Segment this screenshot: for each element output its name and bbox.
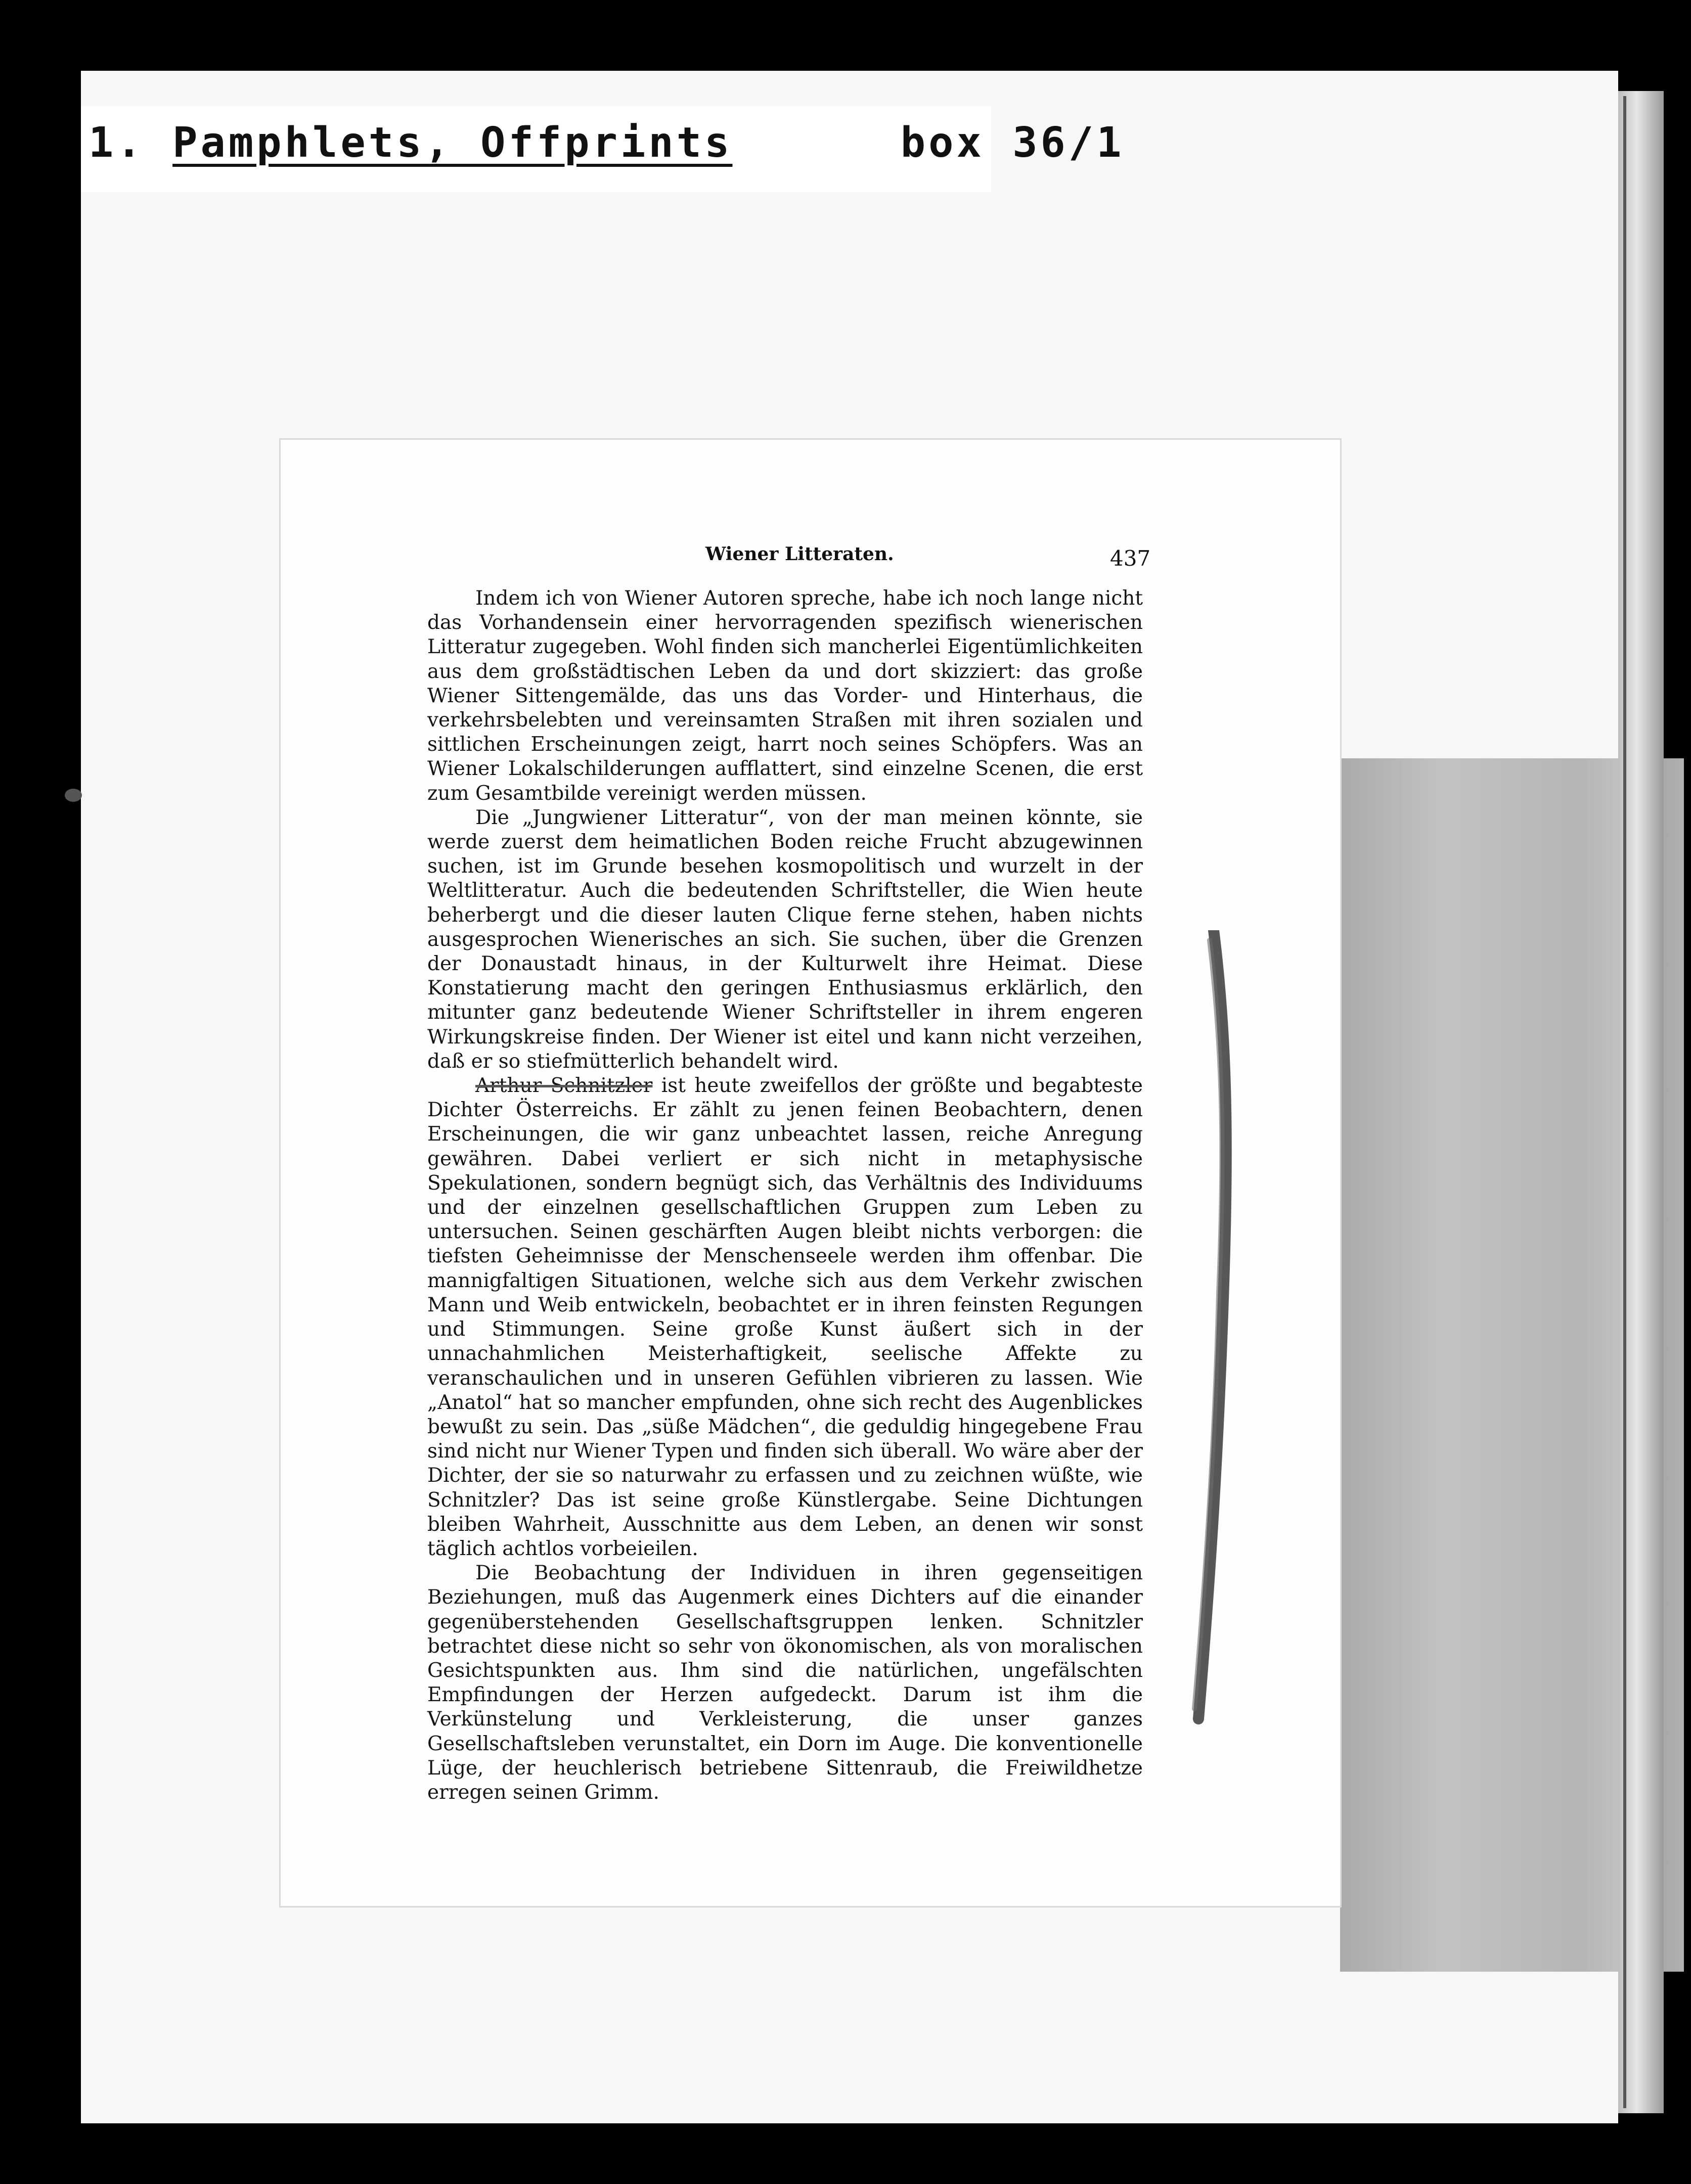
paragraph-1: Indem ich von Wiener Autoren spreche, habe ich noch lange nicht das Vorhandensein einer hervorragenden spezifisch wienerischen Litteratur zugegeben. Wohl finden sich mancherlei Eigentümlichkeiten aus dem großstädtischen Leben da und dort skizziert: das große Wiener Sittengemälde, das uns das Vorder- und Hinterhaus, die verkehrsbelebten und vereinsamten Straßen mit ihren sozialen und sittlichen Erscheinungen zeigt, harrt noch seines Schöpfers. Was an Wiener Lokalschilderungen aufflattert, sind einzelne Scenen, die erst zum Gesamtbilde vereinigt werden müssen. — [427, 587, 1143, 805]
author-name: Arthur Schnitzler — [475, 1074, 653, 1098]
page-number: 437 — [1110, 546, 1151, 571]
paragraph-2: Die „Jungwiener Litteratur“, von der man meinen könnte, sie werde zuerst dem heimatlichen Boden reiche Frucht abzugewinnen suchen, ist im Grunde besehen kosmopolitisch und wurzelt in der Weltlitteratur. Auch die bedeutenden Schriftsteller, die Wien heute beherbergt und die dieser lauten Clique ferne stehen, haben nichts ausgesprochen Wienerisches an sich. Sie suchen, über die Grenzen der Donaustadt hinaus, in der Kulturwelt ihre Heimat. Diese Konstatierung macht den geringen Enthusiasmus erklärlich, den mitunter ganz bedeutende Wiener Schriftsteller in ihrem engeren Wirkungskreise finden. Der Wiener ist eitel und kann nicht verzeihen, daß er so stiefmütterlich behandelt wird. — [427, 806, 1143, 1073]
pencil-margin-mark — [1178, 930, 1239, 1729]
dust-spot — [65, 789, 82, 802]
paragraph-3-text: ist heute zweifellos der größte und begabteste Dichter Österreichs. Er zählt zu jenen feinen Beobachtern, denen Erscheinungen, die wir ganz unbeachtet lassen, reiche Anregung gewähren. Dabei verliert er sich nicht in metaphysische Spekulationen, sondern begnügt sich, das Verhältnis des Individuums und der einzelnen gesellschaftlichen Gruppen zum Leben zu untersuchen. Seinen geschärften Augen bleibt nichts verborgen: die tiefsten Geheimnisse der Menschenseele werden ihm offenbar. Die mannigfaltigen Situationen, welche sich aus dem Verkehr zwischen Mann und Weib entwickeln, beobachtet er in ihren feinsten Regungen und Stimmungen. Seine große Kunst äußert sich in der unnachahmlichen Meisterhaftigkeit, seelische Affekte zu veranschaulichen und in unseren Gefühlen vibrieren zu lassen. Wie „Anatol“ hat so mancher empfunden, ohne sich recht des Augenblickes bewußt zu sein. Das „süße Mädchen“, die geduldig hingegebene Frau sind nicht nur Wiener Typen und finden sich überall. Wo wäre aber der Dichter, der sie so naturwahr zu erfassen und zu zeichnen wüßte, wie Schnitzler? Das ist seine große Künstlergabe. Seine Dichtungen bleiben Wahrheit, Ausschnitte aus dem Leben, an denen wir sonst täglich achtlos vorbeieilen. — [427, 1074, 1143, 1560]
archive-label — [88, 119, 1125, 167]
label-index: 1. — [88, 119, 145, 167]
paragraph-4: Die Beobachtung der Individuen in ihren gegenseitigen Beziehungen, muß das Augenmerk eines Dichters auf die einander gegenüberstehenden Gesellschaftsgruppen lenken. Schnitzler betrachtet diese nicht so sehr von ökonomischen, als von moralischen Gesichtspunkten aus. Ihm sind die natürlichen, ungefälschten Empfindungen der Herzen aufgedeckt. Darum ist ihm die Verkünstelung und Verkleisterung, die unser ganzes Gesellschaftsleben verunstaltet, ein Dorn im Auge. Die konventionelle Lüge, der heuchlerisch betriebene Sittenraub, die Freiwildhetze erregen seinen Grimm. — [427, 1562, 1143, 1804]
body-text — [427, 586, 1143, 1805]
paragraph-3 — [427, 1074, 1143, 1561]
running-head: Wiener Litteraten. — [705, 543, 894, 565]
sheet-edge-line — [1623, 96, 1626, 2108]
label-category: Pamphlets, Offprints — [172, 119, 733, 167]
label-box: box 36/1 — [900, 119, 1125, 167]
